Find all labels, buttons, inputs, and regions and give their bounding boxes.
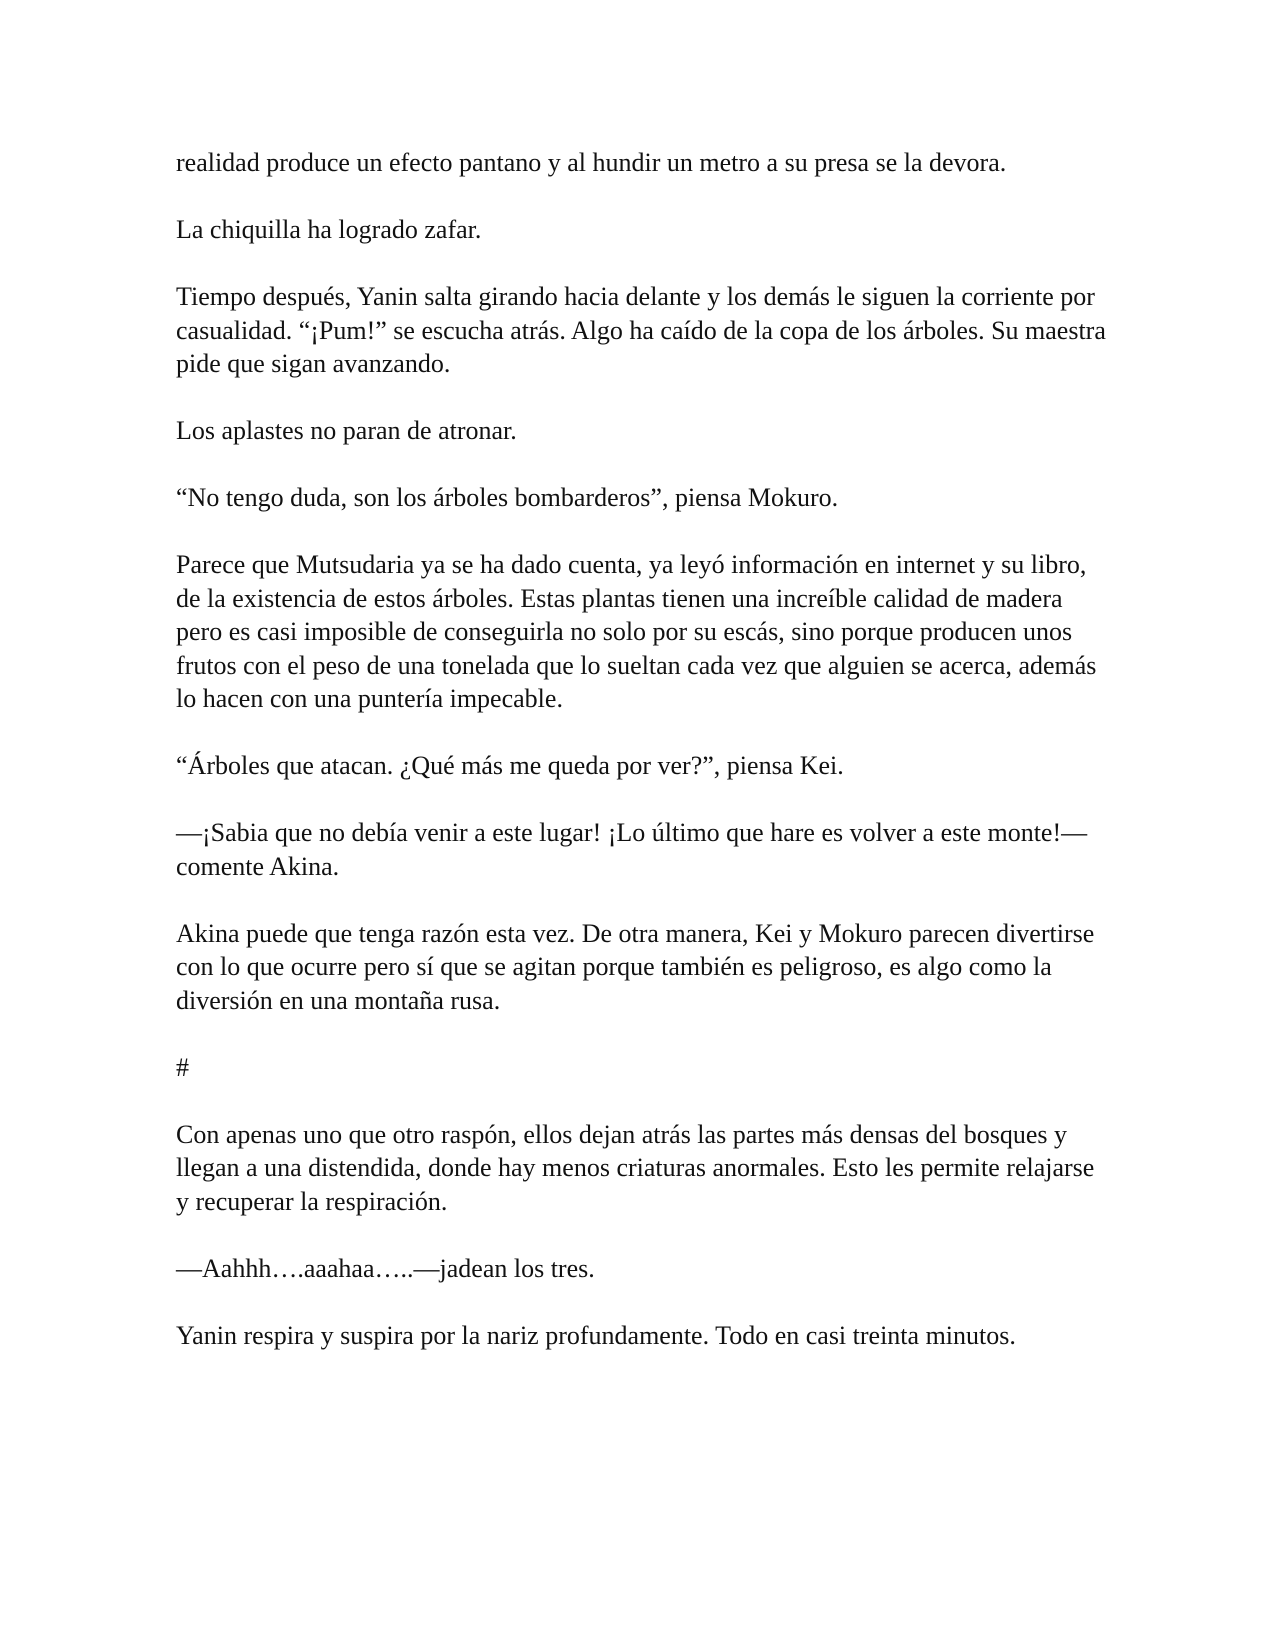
paragraph-9: Akina puede que tenga razón esta vez. De otra manera, Kei y Mokuro parecen divertirse con lo que ocurre pero sí que se agitan porque también es peligroso, es algo como la diversión en una montaña rusa. [176,918,1095,1015]
paragraph-6: Parece que Mutsudaria ya se ha dado cuenta, ya leyó información en internet y su libro, de la existencia de estos árboles. Estas plantas tienen una increíble calidad de madera pero es casi imposible de conseguirla no solo por su escás, sino porque producen unos frutos con el peso de una tonelada que lo sueltan cada vez que alguien se acerca, además lo hacen con una puntería impecable. [176,550,1097,713]
paragraph-3: Tiempo después, Yanin salta girando hacia delante y los demás le siguen la corriente por casualidad. “¡Pum!” se escucha atrás. Algo ha caído de la copa de los árboles. Su maestra pide que sigan avanzando. [176,282,1106,378]
section-break: # [176,1052,189,1082]
paragraph-8: —¡Sabia que no debía venir a este lugar! ¡Lo último que hare es volver a este monte!—comente Akina. [176,818,1088,881]
paragraph-4: Los aplastes no paran de atronar. [176,416,517,445]
paragraph-11: —Aahhh….aaahaa…..—jadean los tres. [176,1253,595,1283]
paragraph-12: Yanin respira y suspira por la nariz profundamente. Todo en casi treinta minutos. [176,1320,1016,1350]
paragraph-2: La chiquilla ha logrado zafar. [176,215,482,244]
paragraph-5: “No tengo duda, son los árboles bombarderos”, piensa Mokuro. [176,483,839,512]
document-body [176,146,1106,1352]
paragraph-10: Con apenas uno que otro raspón, ellos dejan atrás las partes más densas del bosques y llegan a una distendida, donde hay menos criaturas anormales. Esto les permite relajarse y recuperar la respiración. [176,1119,1095,1216]
paragraph-1: realidad produce un efecto pantano y al hundir un metro a su presa se la devora. [176,148,1007,177]
paragraph-7: “Árboles que atacan. ¿Qué más me queda por ver?”, piensa Kei. [176,751,844,780]
